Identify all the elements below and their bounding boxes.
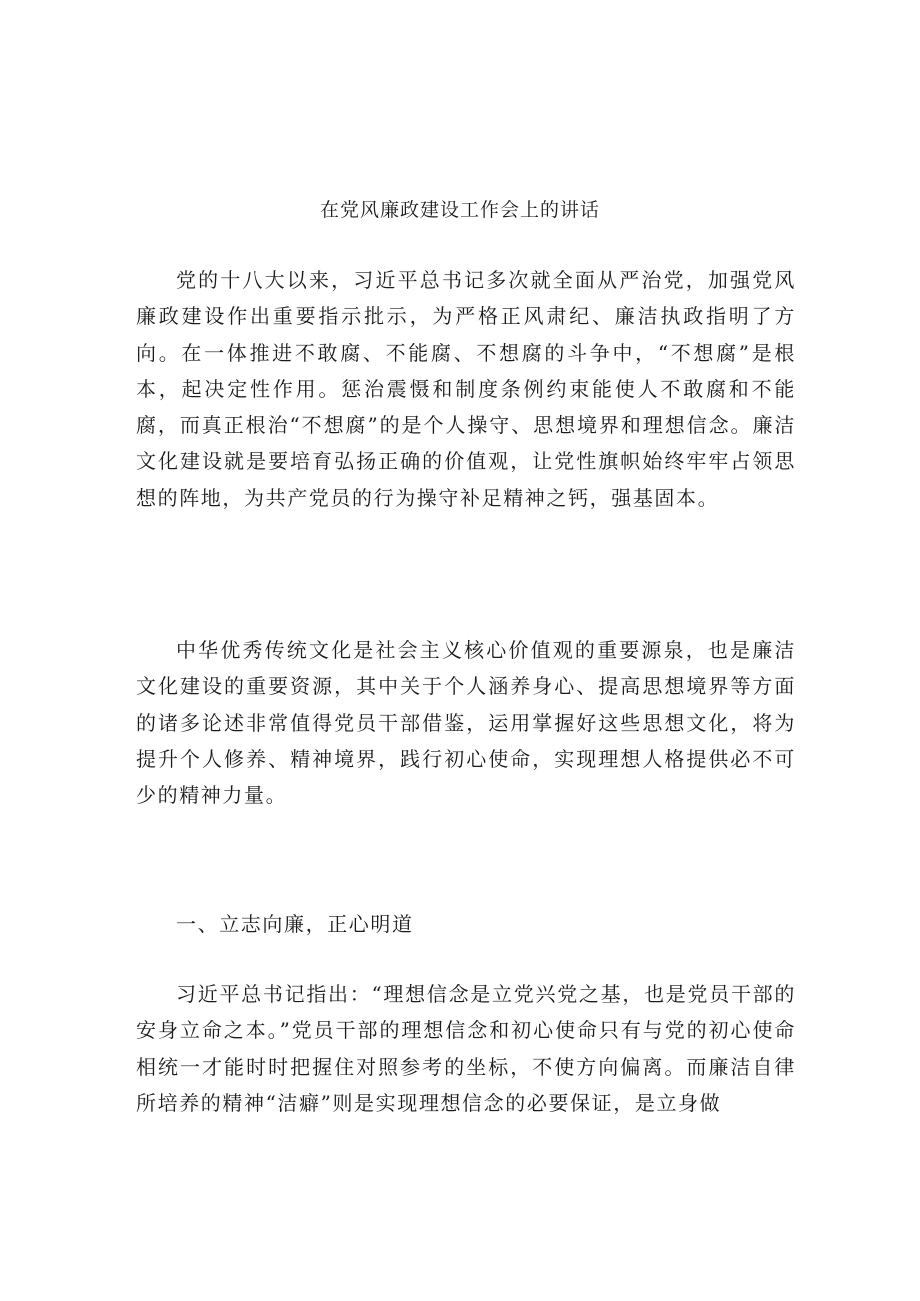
paragraph-intro: 党的十八大以来，习近平总书记多次就全面从严治党，加强党风廉政建设作出重要指示批示，为严格正风肃纪、廉洁执政指明了方向。在一体推进不敢腐、不能腐、不想腐的斗争中，“不想腐”是根本，起决定性作用。惩治震慑和制度条例约束能使人不敢腐和不能腐，而真正根治“不想腐”的是个人操守、思想境界和理想信念。廉洁文化建设就是要培育弘扬正确的价值观，让党性旗帜始终牢牢占领思想的阵地，为共产党员的行为操守补足精神之钙，强基固本。 (136, 268, 796, 510)
document-title: 在党风廉政建设工作会上的讲话 (319, 199, 600, 221)
section-heading: 一、立志向廉，正心明道 (176, 912, 414, 936)
section-paragraph: 习近平总书记指出：“理想信念是立党兴党之基，也是党员干部的安身立命之本。”党员干部的理想信念和初心使命只有与党的初心使命相统一才能时时把握住对照参考的坐标，不使方向偏离。而廉洁自律所培养的精神“洁癖”则是实现理想信念的必要保证，是立身做 (136, 982, 796, 1115)
paragraph-traditional-culture: 中华优秀传统文化是社会主义核心价值观的重要源泉，也是廉洁文化建设的重要资源，其中关于个人涵养身心、提高思想境界等方面的诸多论述非常值得党员干部借鉴，运用掌握好这些思想文化，将为提升个人修养、精神境界，践行初心使命，实现理想人格提供必不可少的精神力量。 (136, 638, 796, 808)
